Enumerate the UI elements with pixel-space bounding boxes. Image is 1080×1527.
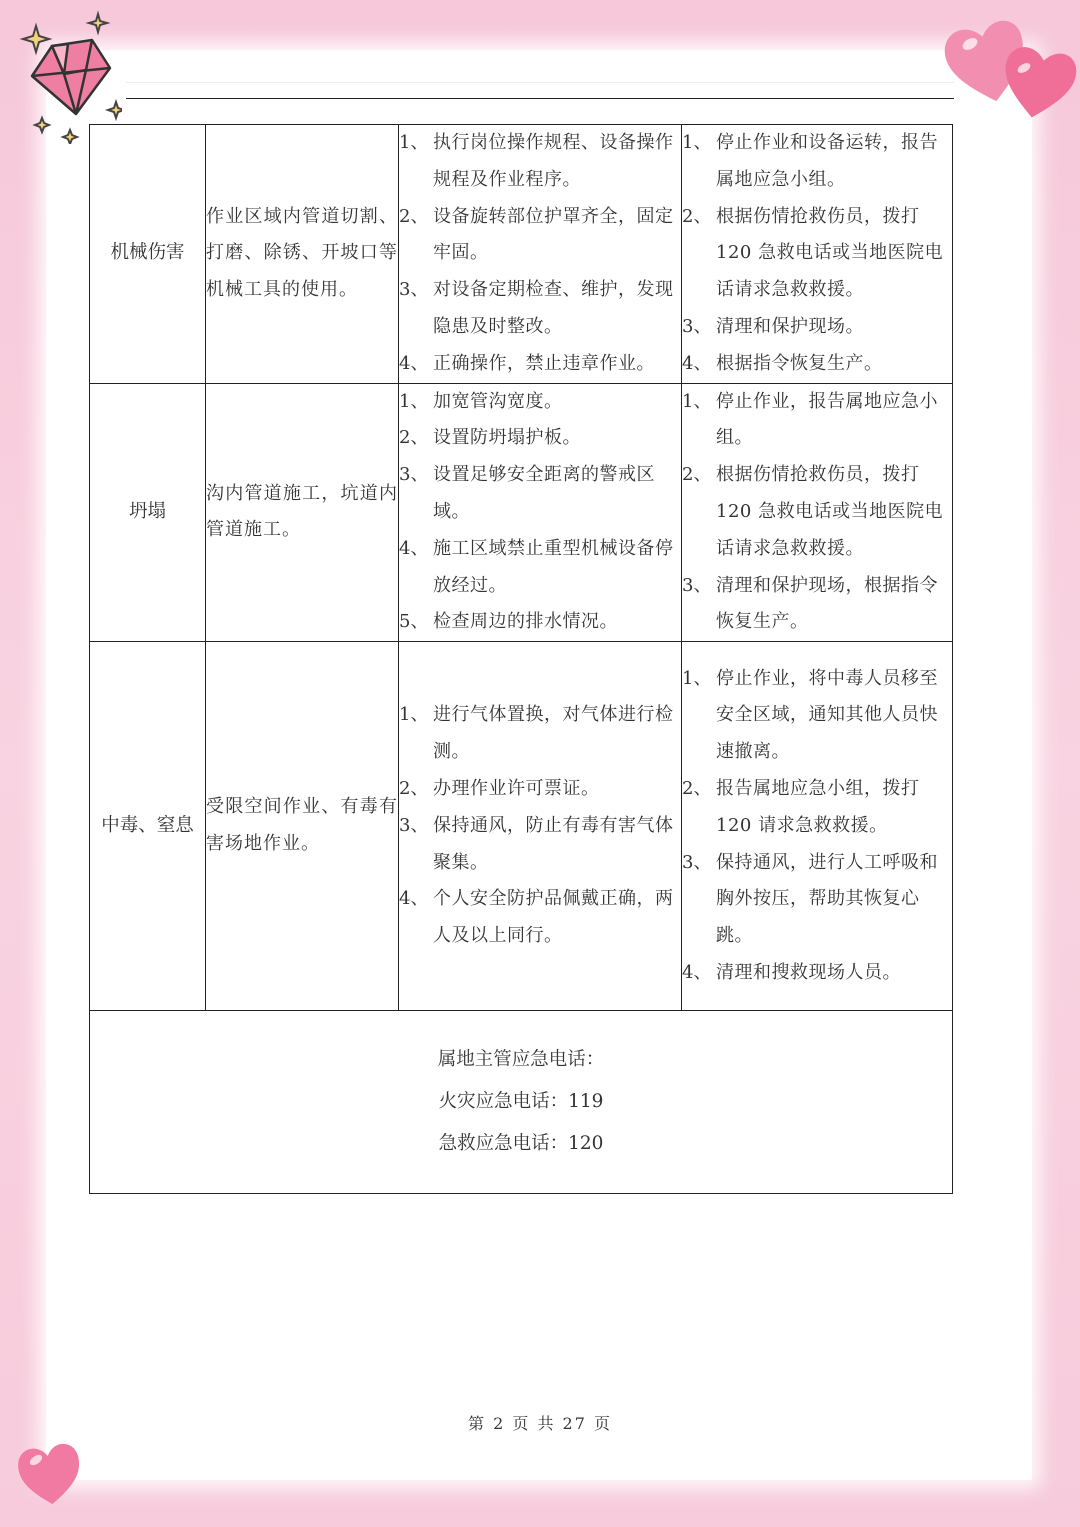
response-cell <box>682 125 953 384</box>
page-number: 第 2 页 共 27 页 <box>468 1414 612 1433</box>
list-item: 1、 停止作业，将中毒人员移至安全区域，通知其他人员快速撤离。 <box>682 667 938 763</box>
heart-icon <box>12 1432 92 1512</box>
list-item: 2、 设备旋转部位护罩齐全，固定牢固。 <box>399 205 674 264</box>
list-item: 2、 报告属地应急小组，拨打 120 请求急救救援。 <box>682 777 920 836</box>
list-item: 4、 个人安全防护品佩戴正确，两人及以上同行。 <box>399 888 674 947</box>
list-item: 1、 停止作业和设备运转，报告属地应急小组。 <box>682 132 938 190</box>
list-item: 1、 进行气体置换，对气体进行检测。 <box>399 704 674 763</box>
scene-cell: 受限空间作业、有毒有害场地作业。 <box>206 642 399 1011</box>
list-item: 2、 办理作业许可票证。 <box>399 777 600 799</box>
diamond-gem-icon <box>12 4 122 144</box>
measures-cell <box>399 642 682 1011</box>
response-cell <box>682 642 953 1011</box>
table-row <box>90 642 953 1011</box>
list-item: 2、 根据伤情抢救伤员，拨打 120 急救电话或当地医院电话请求急救救援。 <box>682 464 944 559</box>
list-item: 3、 保持通风，防止有毒有害气体聚集。 <box>399 814 674 873</box>
list-item: 3、 设置足够安全距离的警戒区域。 <box>399 464 655 522</box>
hazard-table <box>89 124 953 1194</box>
list-item: 1、 加宽管沟宽度。 <box>399 390 563 412</box>
hazard-cell: 坍塌 <box>90 383 206 642</box>
hazard-cell: 机械伤害 <box>90 125 206 384</box>
list-item: 4、 施工区域禁止重型机械设备停放经过。 <box>399 537 674 596</box>
scene-cell: 作业区域内管道切割、打磨、除锈、开坡口等机械工具的使用。 <box>206 125 399 384</box>
list-item: 1、 停止作业，报告属地应急小组。 <box>682 390 938 449</box>
list-item: 1、 执行岗位操作规程、设备操作规程及作业程序。 <box>399 132 674 190</box>
table-row <box>90 383 953 642</box>
list-item: 3、 清理和保护现场，根据指令恢复生产。 <box>682 574 938 633</box>
fire-phone: 火灾应急电话：119 <box>438 1091 604 1113</box>
list-item: 2、 根据伤情抢救伤员，拨打 120 急救电话或当地医院电话请求急救救援。 <box>682 205 944 301</box>
list-item: 3、 清理和保护现场。 <box>682 315 864 337</box>
measures-cell <box>399 125 682 384</box>
aid-phone: 急救应急电话：120 <box>438 1133 604 1155</box>
list-item: 5、 检查周边的排水情况。 <box>399 611 618 633</box>
header-rule <box>126 98 954 99</box>
emergency-phones-cell <box>90 1011 953 1194</box>
list-item: 3、 保持通风，进行人工呼吸和胸外按压，帮助其恢复心跳。 <box>682 851 938 947</box>
list-item: 4、 正确操作，禁止违章作业。 <box>399 352 655 374</box>
list-item: 4、 清理和搜救现场人员。 <box>682 961 901 983</box>
scene-cell: 沟内管道施工，坑道内管道施工。 <box>206 383 399 642</box>
table-row <box>90 125 953 384</box>
measures-cell <box>399 383 682 642</box>
hazard-cell: 中毒、窒息 <box>90 642 206 1011</box>
phones-title: 属地主管应急电话： <box>437 1049 605 1071</box>
heart-icon <box>940 6 1080 126</box>
table-row <box>90 1011 953 1194</box>
list-item: 3、 对设备定期检查、维护，发现隐患及时整改。 <box>399 279 674 337</box>
list-item: 2、 设置防坍塌护板。 <box>399 427 581 449</box>
list-item: 4、 根据指令恢复生产。 <box>682 352 883 374</box>
response-cell <box>682 383 953 642</box>
header-faint-rule <box>126 82 954 83</box>
